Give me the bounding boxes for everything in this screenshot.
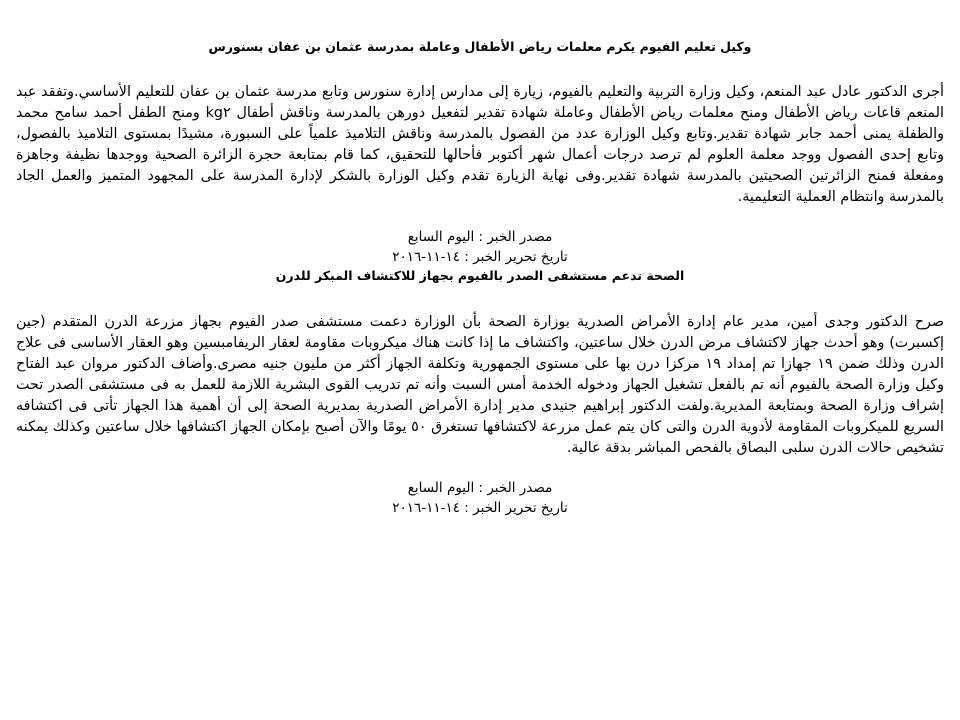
article-source: مصدر الخبر : اليوم السابع <box>407 480 553 496</box>
article-meta <box>16 478 944 518</box>
article-body: صرح الدكتور وجدى أمين، مدير عام إدارة الأمراض الصدرية بوزارة الصحة بأن الوزارة دعمت مستشفى صدر الفيوم بجهاز مزرعة الدرن المتقدم (جين إكسبرت) وهو أحدث جهاز لاكتشاف مرض الدرن خلال ساعتين، واكتشاف ما إذا كانت هناك ميكروبات مقاومة لعقار الريفامبسين وهو العقار الأساسى فى علاج الدرن وذلك ضمن ١٩ جهازا تم إمداد ١٩ مركزا درن بها على مستوى الجمهورية وتكلفة الجهاز أكثر من مليون جنيه مصرى.وأضاف الدكتور مروان عبد الفتاح وكيل وزارة الصحة بالفيوم أنه تم بالفعل تشغيل الجهاز ودخوله الخدمة أمس السبت وأنه تم تدريب القوى البشرية اللازمة للعمل به فى مستشفى الصدر تحت إشراف وزارة الصحة وبمتابعة المديرية.ولفت الدكتور إبراهيم جنيدى مدير إدارة الأمراض الصدرية بمديرية الصحة إلى أن أهمية هذا الجهاز تأتى فى اكتشافه السريع للميكروبات المقاومة لأدوية الدرن والتى كان يتم عمل مزرعة لاكتشافها تستغرق ٥٠ يومًا والآن أصبح بإمكان الجهاز اكتشافها خلال ساعتين وكذلك يمكنه تشخيص حالات الدرن سلبى البصاق بالفحص المباشر بدقة عالية. <box>16 314 945 456</box>
article-date: تاريخ تحرير الخبر : ١٤-١١-٢٠١٦ <box>392 500 568 516</box>
article-headline: الصحة تدعم مستشفى الصدر بالفيوم بجهاز للاكتشاف المبكر للدرن <box>275 268 685 283</box>
article-source: مصدر الخبر : اليوم السابع <box>407 229 553 245</box>
article-education <box>16 38 944 267</box>
article-date: تاريخ تحرير الخبر : ١٤-١١-٢٠١٦ <box>392 249 568 265</box>
article-headline: وكيل تعليم الفيوم يكرم معلمات رياض الأطفال وعاملة بمدرسة عثمان بن عفان بسنورس <box>208 39 752 54</box>
article-health <box>16 267 944 518</box>
article-body: أجرى الدكتور عادل عبد المنعم، وكيل وزارة التربية والتعليم بالفيوم، زيارة إلى مدارس إدارة سنورس وتابع مدرسة عثمان بن عفان للتعليم الأساسي.وتفقد عبد المنعم قاعات رياض الأطفال ومنح معلمات رياض الأطفال وعاملة شهادة تقدير لتفعيل دورهن بالمدرسة وناقش أطفال kg٢ ومنح الطفل أحمد سامح محمد والطفلة يمنى أحمد جابر شهادة تقدير.وتابع وكيل الوزارة عدد من الفصول بالمدرسة وناقش التلاميذ علمياً على السبورة، مشيدًا بمستوى التلاميذ بالفصول، وتابع إحدى الفصول ووجد معلمة العلوم لم ترصد درجات أعمال شهر أكتوبر فأحالها للتحقيق، كما قام بمتابعة حجرة الزائرة الصحية ووجدها نظيفة وجاهزة ومفعلة فمنح الزائرتين الصحيتين بالمدرسة شهادة تقدير.وفى نهاية الزيارة تقدم وكيل الوزارة بالشكر لإدارة المدرسة على المجهود المتميز والعمل الجاد بالمدرسة وانتظام العملية التعليمية. <box>16 84 944 205</box>
article-meta <box>16 227 944 267</box>
